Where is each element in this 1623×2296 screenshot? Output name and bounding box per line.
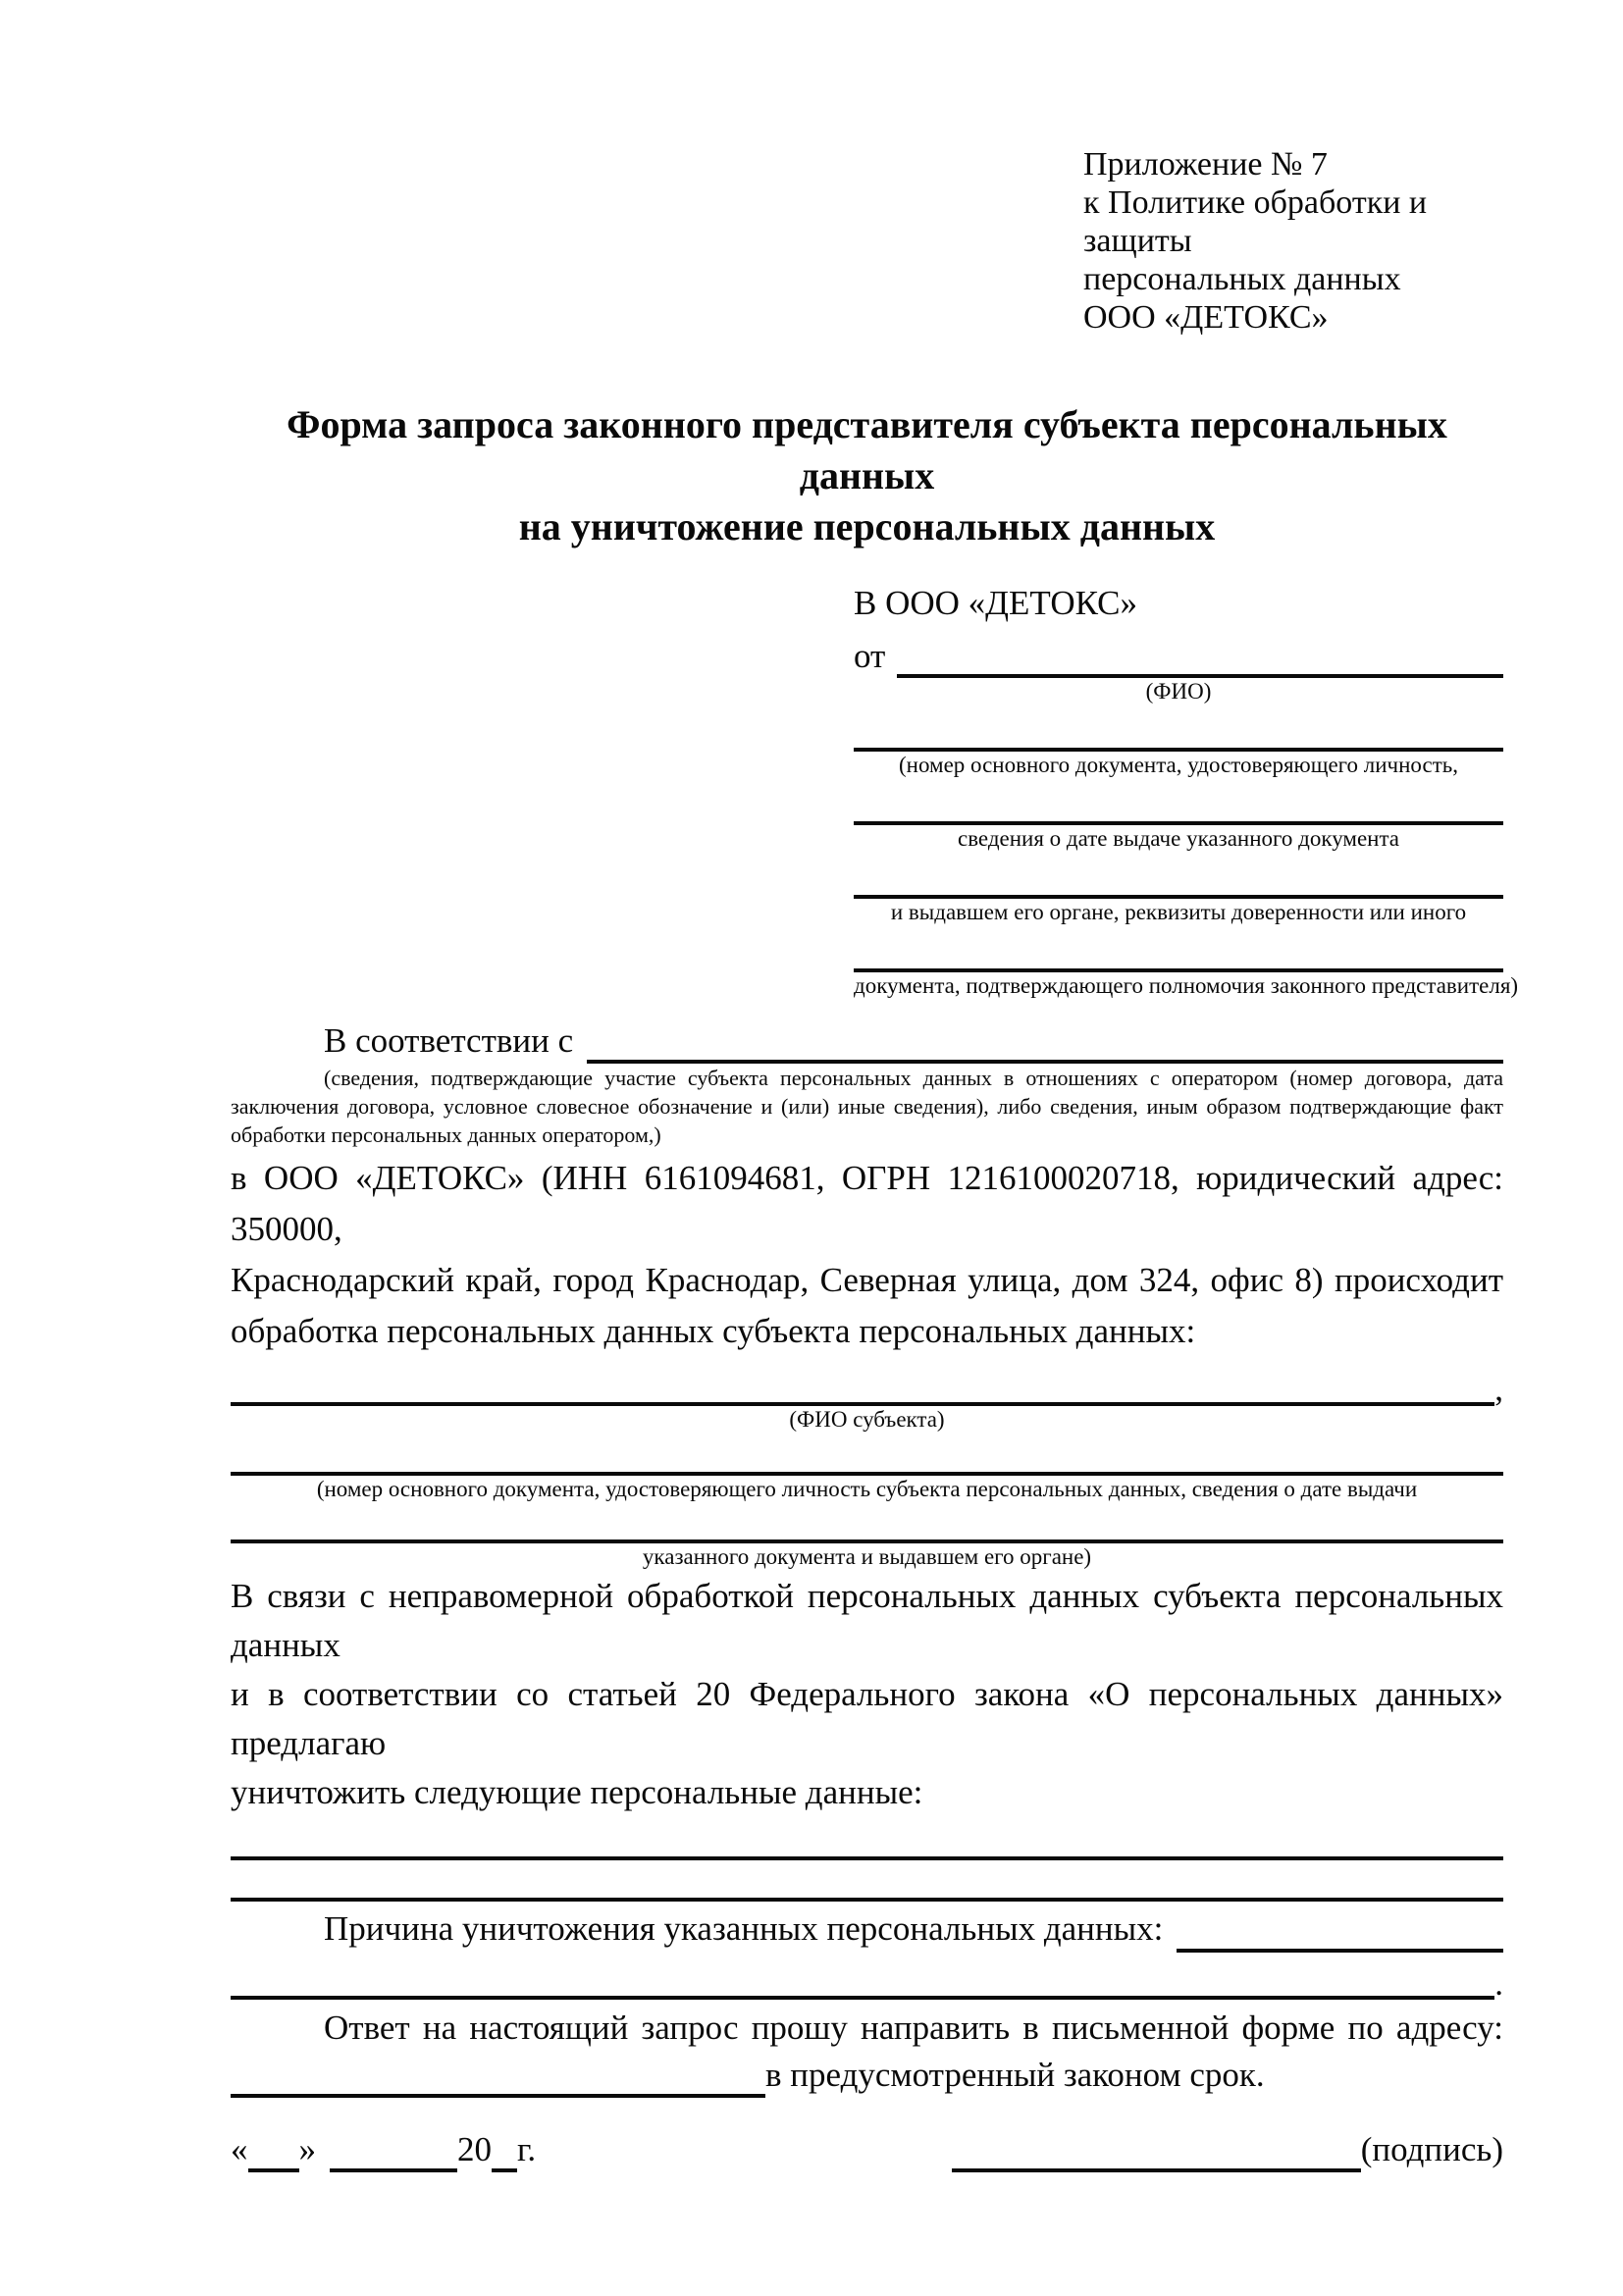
date-quote-close: »: [298, 2130, 316, 2168]
data-to-destroy-blank-1: [231, 1835, 1503, 1860]
reason-line-suffix: .: [1494, 1964, 1503, 2003]
representative-doc-caption-1: (номер основного документа, удостоверяющего личность,: [898, 753, 1458, 777]
date-year-prefix: 20: [457, 2130, 492, 2168]
reason-blank-1: [1177, 1913, 1503, 1953]
representative-doc-caption-4: документа, подтверждающего полномочия законного представителя): [854, 973, 1519, 998]
reason-label: Причина уничтожения указанных персональных данных:: [324, 1909, 1164, 1948]
accordance-blank: [587, 1024, 1503, 1064]
operator-paragraph-line-2: Краснодарский край, город Краснодар, Северная улица, дом 324, офис 8) происходит: [231, 1261, 1503, 1299]
footer-row: [231, 2127, 1503, 2172]
signature-blank: [952, 2139, 1361, 2172]
reason-row: [231, 1905, 1503, 1953]
representative-doc-caption-2: сведения о дате выдаче указанного документа: [957, 826, 1400, 851]
signature-caption: (подпись): [1360, 2130, 1503, 2168]
appendix-block: [1083, 145, 1503, 337]
representative-fio-caption: (ФИО): [1145, 679, 1212, 704]
request-paragraph: [231, 1572, 1503, 1817]
subject-fio-caption: (ФИО субъекта): [789, 1407, 945, 1432]
data-to-destroy-blank-2: [231, 1876, 1503, 1902]
subject-fio-line-suffix: ,: [1494, 1370, 1503, 1408]
accordance-note-line-2: заключения договора, условное словесное обозначение и (или) иные сведения), либо сведения, иным образом подтверждающие факт: [231, 1094, 1503, 1119]
title-line-1: Форма запроса законного представителя субъекта персональных данных: [287, 402, 1447, 497]
subject-doc-caption-1: (номер основного документа, удостоверяющего личность субъекта персональных данных, сведения о дате выдачи: [316, 1477, 1418, 1501]
addressee-from-row: [854, 635, 1503, 678]
request-paragraph-line-2: и в соответствии со статьей 20 Федерального закона «О персональных данных» предлагаю: [231, 1675, 1503, 1762]
date-quote-open: «: [231, 2130, 248, 2168]
request-paragraph-line-1: В связи с неправомерной обработкой персональных данных субъекта персональных данных: [231, 1577, 1503, 1664]
operator-paragraph-line-1: в ООО «ДЕТОКС» (ИНН 6161094681, ОГРН 1216100020718, юридический адрес: 350000,: [231, 1159, 1503, 1248]
addressee-block: [854, 582, 1519, 999]
reply-paragraph-line-2: [231, 2053, 1503, 2098]
subject-doc-caption-2: указанного документа и выдавшем его органе): [642, 1544, 1092, 1569]
date-group: [231, 2127, 536, 2172]
date-day-blank: [248, 2139, 299, 2172]
appendix-line-4: ООО «ДЕТОКС»: [1083, 299, 1329, 336]
appendix-line-2: к Политике обработки и защиты: [1083, 184, 1428, 259]
subject-fio-blank: [231, 1367, 1494, 1406]
operator-paragraph-line-3: обработка персональных данных субъекта персональных данных:: [231, 1312, 1196, 1350]
addressee-to: В ООО «ДЕТОКС»: [854, 584, 1137, 622]
date-year-suffix: г.: [517, 2130, 537, 2168]
representative-doc-blank-1: [854, 718, 1503, 752]
subject-fio-row: [231, 1367, 1503, 1406]
document-title: [231, 399, 1503, 552]
operator-paragraph: [231, 1153, 1503, 1357]
representative-doc-caption-3: и выдавшем его органе, реквизиты доверенности или иного: [890, 900, 1467, 924]
accordance-note: [231, 1064, 1503, 1149]
reply-paragraph-line-1: Ответ на настоящий запрос прошу направить в письменной форме по адресу:: [324, 2009, 1503, 2047]
date-year-blank: [492, 2139, 517, 2172]
accordance-row: [231, 1018, 1503, 1064]
representative-name-blank: [897, 639, 1503, 678]
subject-doc-blank-1: [231, 1442, 1503, 1476]
title-line-2: на уничтожение персональных данных: [518, 504, 1216, 548]
reply-address-blank: [231, 2059, 765, 2098]
representative-doc-blank-2: [854, 792, 1503, 825]
accordance-note-line-1: (сведения, подтверждающие участие субъекта персональных данных в отношениях с оператором (номер договора, дата: [324, 1066, 1503, 1090]
reply-paragraph-tail: в предусмотренный законом срок.: [765, 2056, 1265, 2094]
date-month-blank: [330, 2139, 457, 2172]
from-label: от: [854, 637, 886, 675]
signature-group: [952, 2127, 1503, 2172]
appendix-line-3: персональных данных: [1083, 261, 1401, 297]
representative-doc-blank-3: [854, 865, 1503, 899]
request-paragraph-line-3: уничтожить следующие персональные данные:: [231, 1773, 923, 1811]
subject-doc-blank-2: [231, 1510, 1503, 1543]
reason-row-2: [231, 1960, 1503, 2003]
representative-doc-blank-4: [854, 939, 1503, 972]
accordance-label: В соответствии с: [324, 1021, 574, 1060]
reason-blank-2: [231, 1960, 1494, 2000]
appendix-line-1: Приложение № 7: [1083, 146, 1328, 183]
accordance-note-line-3: обработки персональных данных оператором,): [231, 1122, 661, 1147]
